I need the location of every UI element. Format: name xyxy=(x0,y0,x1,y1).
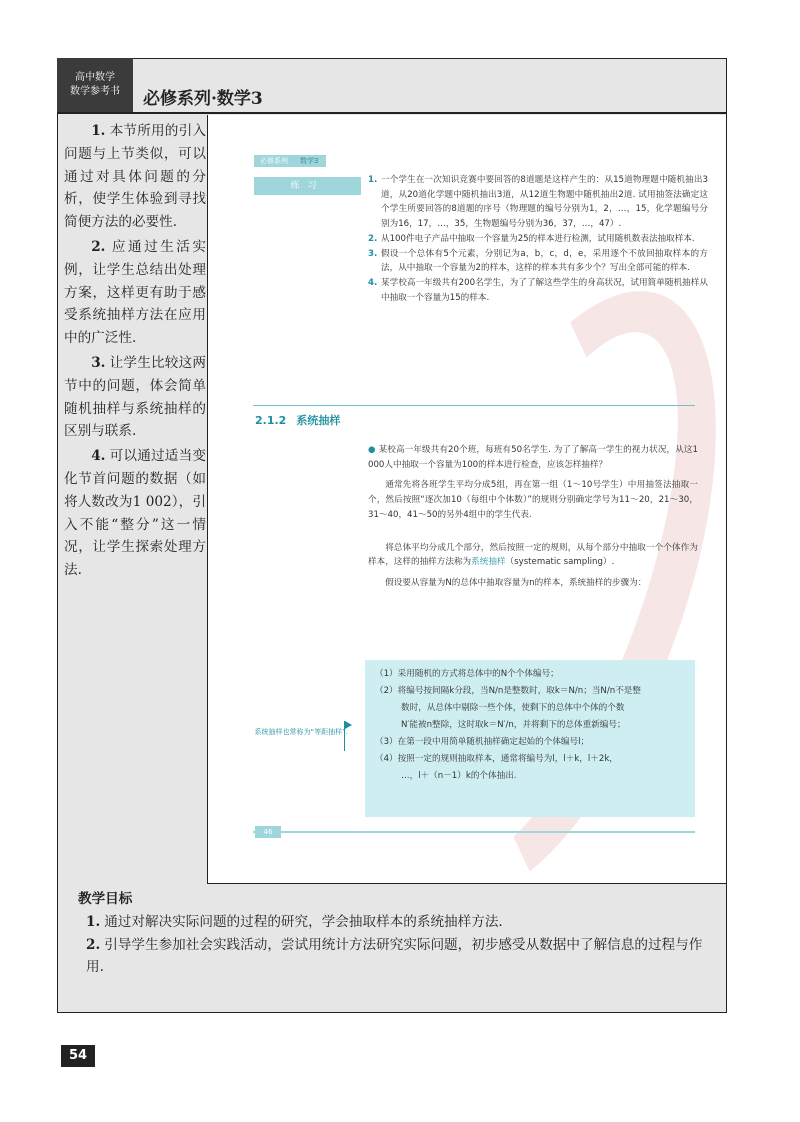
bullet-icon: ● xyxy=(368,445,376,455)
flag-icon xyxy=(344,721,353,751)
note-item xyxy=(64,352,206,443)
step-line: （3）在第一段中用简单随机抽样确定起始的个体编号l； xyxy=(375,737,590,747)
section-body xyxy=(368,443,698,597)
exercise-item xyxy=(368,173,708,232)
exercise-item xyxy=(368,247,708,276)
exercise-item xyxy=(368,232,708,247)
step-line: 数时，从总体中剔除一些个体，使剩下的总体中个体的个数 xyxy=(401,703,625,713)
series-line-1: 高中数学 xyxy=(75,72,115,83)
paragraph: 假设要从容量为N的总体中抽取容量为n的样本，系统抽样的步骤为： xyxy=(385,577,647,588)
step-line: （4）按照一定的规则抽取样本，通常将编号为l，l＋k，l＋2k， xyxy=(375,754,618,764)
note-number: 4. xyxy=(91,448,106,465)
note-text: 应通过生活实例，让学生总结出处理方案，这样更有助于感受系统抽样方法在应用中的广泛性. xyxy=(64,238,206,347)
exercise-text: 某学校高一年级共有200名学生，为了了解这些学生的身高状况，试用简单随机抽样从中抽取一个容量为15的样本. xyxy=(381,277,708,303)
step-line: （1）采用随机的方式将总体中的N个个体编号； xyxy=(375,669,559,679)
textbook-page-number: 46 xyxy=(255,826,281,838)
book-title: 必修系列·数学3 xyxy=(143,89,263,109)
section-divider xyxy=(253,405,695,406)
note-number: 1. xyxy=(91,123,106,139)
exercise-number: 4. xyxy=(368,277,378,288)
note-number: 3. xyxy=(91,354,106,371)
note-number: 2. xyxy=(91,238,106,255)
exercise-item xyxy=(368,276,708,305)
exercise-list xyxy=(368,173,708,305)
series-line-2: 数学参考书 xyxy=(70,86,120,97)
note-item xyxy=(64,236,206,350)
goal-text: 引导学生参加社会实践活动，尝试用统计方法研究实际问题，初步感受从数据中了解信息的过程与作用. xyxy=(86,936,703,976)
step-line: …，l＋（n－1）k的个体抽出. xyxy=(401,771,517,781)
footer-rule xyxy=(253,831,695,833)
section-title: 系统抽样 xyxy=(296,414,341,427)
exercise-number: 1. xyxy=(368,175,378,185)
header-rule xyxy=(57,112,727,114)
goals-title: 教学目标 xyxy=(78,891,133,907)
section-number: 2.1.2 xyxy=(255,414,287,427)
exercise-number: 3. xyxy=(368,248,378,259)
note-text: 本节所用的引入问题与上节类似，可以通过对具体问题的分析，使学生体验到寻找简便方法的必要性. xyxy=(64,123,206,231)
goal-text: 通过对解决实际问题的过程的研究，学会抽取样本的系统抽样方法. xyxy=(104,913,503,930)
step-line: N′能被n整除，这时取k＝N′/n，并将剩下的总体重新编号； xyxy=(401,720,626,730)
paragraph: 通常先将各班学生平均分成5组，再在第一组（1～10号学生）中用抽签法抽取一个，然后按照“逐次加10（每组中个体数）”的规则分别确定学号为11～20，21～30，31～40，41～50的另外4组中的学生代表. xyxy=(368,480,698,520)
band-label: 必修系列 xyxy=(260,157,288,165)
key-term: 系统抽样 xyxy=(471,557,506,568)
intro-text: 某校高一年级共有20个班，每班有50名学生. 为了了解高一学生的视力状况，从这1 000人中抽取一个容量为100的样本进行检查，应该怎样抽样？ xyxy=(368,445,699,470)
goal-item xyxy=(86,911,716,934)
note-item xyxy=(64,445,206,582)
exercise-text: 从100件电子产品中抽取一个容量为25的样本进行检测，试用随机数表法抽取样本. xyxy=(381,233,695,244)
series-badge xyxy=(57,58,133,112)
definition-paragraph xyxy=(368,541,698,570)
teaching-notes xyxy=(64,120,206,584)
note-text: 可以通过适当变化节首问题的数据（如将人数改为1 002），引入不能“整分”这一情况，让学生探索处理方法. xyxy=(64,448,206,579)
section-heading xyxy=(255,412,340,428)
intro-question xyxy=(368,443,698,472)
goal-number: 1. xyxy=(86,913,101,930)
exercise-text: 假设一个总体有5个元素，分别记为a，b，c，d，e，采用逐个不放回抽取样本的方法，从中抽取一个容量为2的样本，这样的样本共有多少个？写出全部可能的样本. xyxy=(381,248,708,274)
note-item xyxy=(64,120,206,234)
margin-note: 系统抽样也常称为“等距抽样”. xyxy=(254,728,348,736)
definition-english: （systematic sampling）. xyxy=(505,557,615,568)
band-sub: 数学3 xyxy=(300,157,319,165)
step-line: （2）将编号按间隔k分段，当N/n是整数时，取k＝N/n；当N/n不是整 xyxy=(375,686,641,696)
definition-text: 将总体平均分成几个部分，然后按照一定的规则，从每个部分中抽取一个个体作为样本，这样的抽样方法称为 xyxy=(368,542,698,568)
teaching-goals xyxy=(78,888,716,979)
exercise-number: 2. xyxy=(368,233,378,244)
steps-box xyxy=(365,660,695,817)
goal-item xyxy=(60,934,716,980)
exercise-text: 一个学生在一次知识竞赛中要回答的8道题是这样产生的：从15道物理题中随机抽出3道，从20道化学题中随机抽出3道，从12道生物题中随机抽出2道. 试用抽签法确定这个学生所要回答的8道题的序号（物理题的编号分别为1，2，…，15，化学题编号分别为16，17，…，35，生物题编号分别为36，37，…，47）. xyxy=(381,175,708,230)
textbook-header-band xyxy=(254,155,326,167)
page-number: 54 xyxy=(61,1045,95,1067)
goal-number: 2. xyxy=(86,936,101,953)
textbook-page xyxy=(207,115,726,884)
note-text: 让学生比较这两节中的问题，体会简单随机抽样与系统抽样的区别与联系. xyxy=(64,354,206,440)
exercise-tag: 练习 xyxy=(254,177,361,195)
